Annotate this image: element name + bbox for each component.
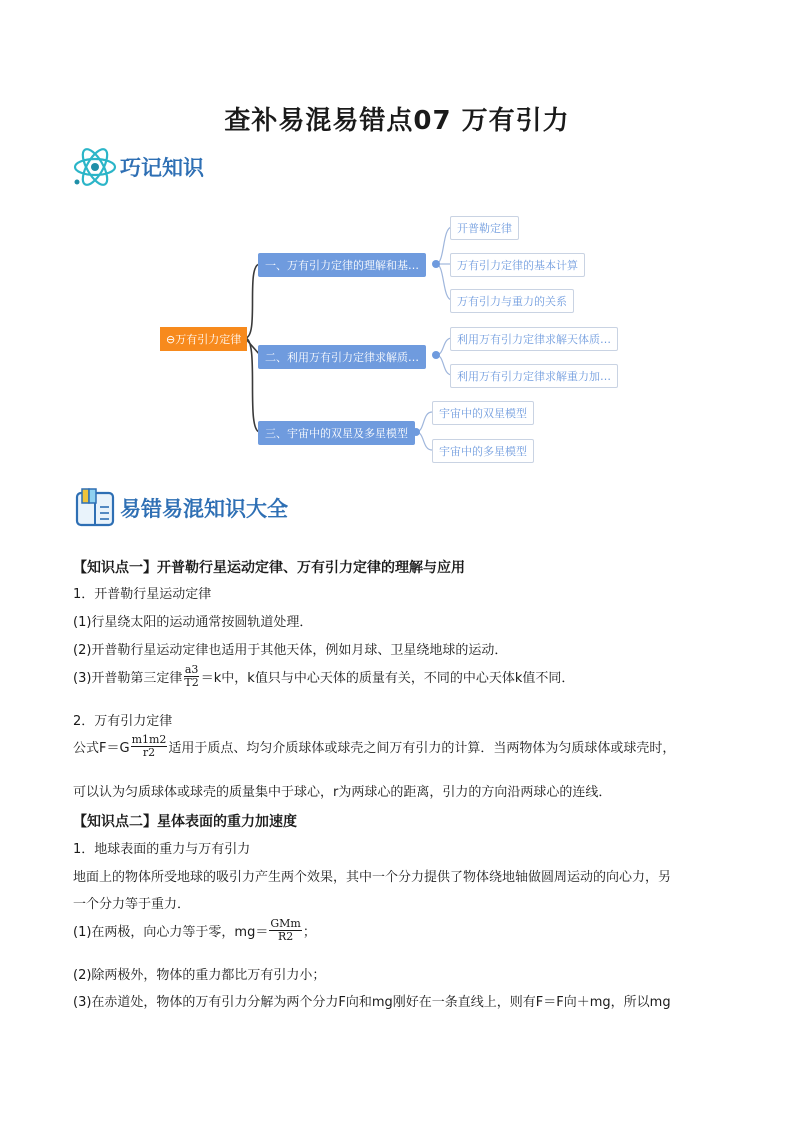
fraction-numerator: m1m2 xyxy=(131,733,167,746)
fraction-numerator: GMm xyxy=(270,917,301,930)
fraction-denominator: r2 xyxy=(142,745,156,759)
text-segment: 适用于质点、均匀介质球体或球壳之间万有引力的计算．当两物体为匀质球体或球壳时， xyxy=(168,740,676,756)
section-heading-memory xyxy=(72,144,204,190)
fraction-numerator: a3 xyxy=(184,663,199,676)
mind-map-leaf[interactable]: 开普勒定律 xyxy=(450,216,519,240)
paragraph: 地面上的物体所受地球的吸引力产生两个效果，其中一个分力提供了物体绕地轴做圆周运动的向心力，另 xyxy=(73,870,672,885)
mind-map-branch-3[interactable]: 三、宇宙中的双星及多星模型 xyxy=(258,421,415,445)
paragraph: (1)行星绕太阳的运动通常按圆轨道处理． xyxy=(73,615,313,630)
paragraph: 可以认为匀质球体或球壳的质量集中于球心，r为两球心的距离，引力的方向沿两球心的连线． xyxy=(73,785,612,800)
text-segment: (1)在两极，向心力等于零，mg＝ xyxy=(73,924,269,940)
mind-map-branch-1[interactable]: 一、万有引力定律的理解和基… xyxy=(258,253,426,277)
mind-map-branch-2[interactable]: 二、利用万有引力定律求解质… xyxy=(258,345,426,369)
paragraph: 2．万有引力定律 xyxy=(73,714,173,729)
paragraph-kepler-third-law xyxy=(73,664,574,688)
paragraph: (2)开普勒行星运动定律也适用于其他天体，例如月球、卫星绕地球的运动． xyxy=(73,643,508,658)
knowledge-point-title: 【知识点二】星体表面的重力加速度 xyxy=(73,814,297,830)
page-title: 查补易混易错点07 万有引力 xyxy=(224,106,570,136)
text-segment: 公式F＝G xyxy=(73,740,130,756)
text-segment: (3)开普勒第三定律 xyxy=(73,670,183,686)
text-segment: ； xyxy=(302,924,316,940)
mind-map-leaf[interactable]: 万有引力定律的基本计算 xyxy=(450,253,585,277)
fraction xyxy=(131,734,168,758)
knowledge-point-title: 【知识点一】开普勒行星运动定律、万有引力定律的理解与应用 xyxy=(73,560,465,576)
fraction-denominator: R2 xyxy=(277,929,294,943)
paragraph: 1．开普勒行星运动定律 xyxy=(73,587,212,602)
text-segment: ＝k中，k值只与中心天体的质量有关，不同的中心天体k值不同． xyxy=(200,670,575,686)
section-heading-text: 易错易混知识大全 xyxy=(120,497,288,521)
fraction xyxy=(269,918,301,942)
mind-map-root[interactable]: ⊖万有引力定律 xyxy=(160,327,247,351)
atom-icon xyxy=(72,144,118,190)
section-heading-errors xyxy=(74,487,288,529)
mind-map-leaf[interactable]: 利用万有引力定律求解天体质… xyxy=(450,327,618,351)
mind-map xyxy=(160,205,640,475)
paragraph-gravitation-formula xyxy=(73,734,675,758)
mind-map-leaf[interactable]: 宇宙中的多星模型 xyxy=(432,439,534,463)
book-icon xyxy=(74,487,118,529)
mind-map-leaf[interactable]: 利用万有引力定律求解重力加… xyxy=(450,364,618,388)
section-heading-text: 巧记知识 xyxy=(120,156,204,180)
paragraph-pole-gravity xyxy=(73,918,316,942)
paragraph: (3)在赤道处，物体的万有引力分解为两个分力F向和mg刚好在一条直线上，则有F＝F向＋mg，所以mg xyxy=(73,995,671,1010)
paragraph: (2)除两极外，物体的重力都比万有引力小； xyxy=(73,968,326,983)
paragraph: 一个分力等于重力． xyxy=(73,897,191,912)
fraction-denominator: T2 xyxy=(184,675,199,689)
fraction xyxy=(183,664,199,688)
mind-map-leaf[interactable]: 宇宙中的双星模型 xyxy=(432,401,534,425)
paragraph: 1．地球表面的重力与万有引力 xyxy=(73,842,251,857)
mind-map-leaf[interactable]: 万有引力与重力的关系 xyxy=(450,289,574,313)
